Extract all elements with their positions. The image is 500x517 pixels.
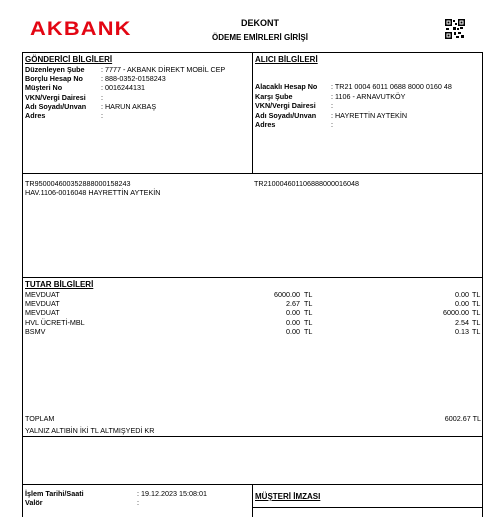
amount-cur2: TL: [472, 299, 481, 309]
amount-label: MEVDUAT: [25, 290, 60, 299]
field-label: Müşteri No: [25, 83, 63, 93]
amount-col2: 2.54: [455, 317, 469, 327]
amount-cur2: TL: [472, 308, 481, 318]
field-label: VKN/Vergi Dairesi: [255, 101, 316, 110]
field-value: :: [331, 101, 333, 110]
field-value: : 888-0352-0158243: [101, 74, 166, 84]
amount-label: MEVDUAT: [25, 299, 60, 309]
divider-line: [22, 436, 483, 437]
amount-col1: 6000.00: [274, 290, 300, 299]
field-value: : HAYRETTİN AYTEKİN: [331, 111, 408, 120]
amount-label: HVL ÜCRETİ-MBL: [25, 317, 85, 327]
amount-col1: 0.00: [286, 326, 300, 336]
amount-col2: 0.00: [455, 290, 469, 299]
amount-col2: 0.00: [455, 299, 469, 309]
field-label: Adı Soyadı/Unvan: [255, 111, 317, 120]
sender-section-title: GÖNDERİCİ BİLGİLERİ: [25, 55, 113, 64]
total-label: TOPLAM: [25, 414, 55, 423]
amount-cur1: TL: [304, 299, 313, 309]
field-label: Adres: [25, 111, 46, 120]
party-divider: [252, 52, 253, 173]
akbank-logo: AKBANK: [30, 19, 132, 40]
field-value: : 1106 - ARNAVUTKÖY: [331, 92, 406, 101]
transfer-explanation: HAV.1106-0016048 HAYRETTİN AYTEKİN: [25, 188, 161, 197]
field-label: VKN/Vergi Dairesi: [25, 92, 86, 102]
field-label: Karşı Şube: [255, 92, 293, 101]
field-value: : HARUN AKBAŞ: [101, 101, 157, 111]
field-value: : 0016244131: [101, 83, 145, 93]
transaction-datetime-label: İşlem Tarihi/Saati: [25, 489, 84, 498]
qr-code-icon: [445, 19, 465, 39]
field-value: :: [331, 120, 333, 129]
field-label: Adı Soyadı/Unvan: [25, 101, 87, 111]
valor-label: Valör: [25, 498, 43, 507]
receiver-section-title: ALICI BİLGİLERİ: [255, 55, 318, 64]
sender-iban: TR950004600352888000158243: [25, 179, 131, 188]
amount-cur1: TL: [304, 326, 313, 336]
footer-divider: [252, 484, 253, 517]
divider-line: [22, 277, 483, 278]
field-value: :: [101, 92, 103, 102]
amount-cur2: TL: [472, 290, 481, 299]
amount-cur2: TL: [472, 326, 481, 336]
amount-label: MEVDUAT: [25, 308, 60, 318]
amount-col1: 2.67: [286, 299, 300, 309]
transaction-datetime-value: : 19.12.2023 15:08:01: [137, 489, 207, 498]
receiver-iban: TR210004601106888000016048: [254, 179, 359, 188]
field-label: Düzenleyen Şube: [25, 65, 85, 74]
total-value: 6002.67 TL: [444, 414, 481, 423]
document-title: DEKONT: [241, 18, 279, 28]
field-label: Alacaklı Hesap No: [255, 82, 318, 91]
field-value: : TR21 0004 6011 0688 8000 0160 48: [331, 82, 452, 91]
amount-col2: 6000.00: [443, 308, 469, 318]
amount-label: BSMV: [25, 326, 46, 336]
field-value: :: [101, 111, 103, 120]
amount-cur1: TL: [304, 317, 313, 327]
amount-col1: 0.00: [286, 308, 300, 318]
document-subtitle: ÖDEME EMİRLERİ GİRİŞİ: [211, 33, 308, 42]
valor-value: :: [137, 498, 139, 507]
customer-signature-title: MÜŞTERİ İMZASI: [255, 492, 321, 501]
amount-col2: 0.13: [455, 326, 469, 336]
amount-cur1: TL: [304, 308, 313, 318]
field-label: Borçlu Hesap No: [25, 74, 83, 84]
field-value: : 7777 - AKBANK DİREKT MOBİL CEP: [101, 65, 226, 74]
total-in-words: YALNIZ ALTIBİN İKİ TL ALTMIŞYEDİ KR: [25, 426, 155, 435]
field-label: Adres: [255, 120, 276, 129]
divider-line: [22, 173, 483, 174]
amount-cur2: TL: [472, 317, 481, 327]
amount-col1: 0.00: [286, 317, 300, 327]
amounts-section-title: TUTAR BİLGİLERİ: [25, 280, 94, 289]
amount-cur1: TL: [304, 290, 313, 299]
divider-line: [252, 507, 483, 508]
